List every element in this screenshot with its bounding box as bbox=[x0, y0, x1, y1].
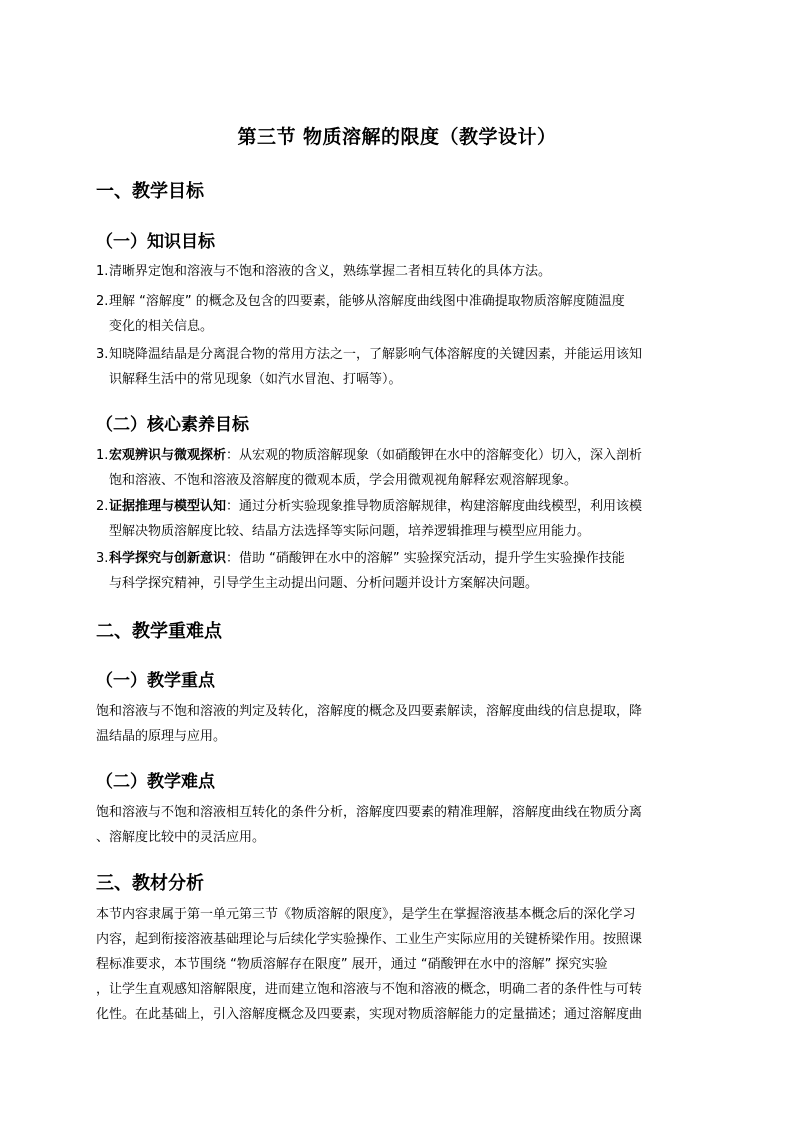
list-item bbox=[96, 494, 696, 544]
key-points-paragraph bbox=[96, 699, 696, 749]
document-title: 第三节 物质溶解的限度（教学设计） bbox=[237, 126, 557, 148]
list-item bbox=[96, 342, 696, 392]
subsection-heading-knowledge-goals: （一）知识目标 bbox=[96, 232, 215, 252]
list-item-text: ：通过分析实验现象推导物质溶解规律，构建溶解度曲线模型，利用该模 bbox=[226, 499, 643, 514]
list-item-text: 理解 “溶解度” 的概念及包含的四要素，能够从溶解度曲线图中准确提取物质溶解度随温度 bbox=[109, 294, 625, 309]
section-heading-textbook-analysis: 三、教材分析 bbox=[96, 873, 204, 894]
list-item-text: 型解决物质溶解度比较、结晶方法选择等实际问题，培养逻辑推理与模型应用能力。 bbox=[109, 524, 591, 539]
list-item-text: ：借助 “硝酸钾在水中的溶解” 实验探究活动，提升学生实验操作技能 bbox=[226, 551, 625, 566]
paragraph-line: 程标准要求，本节围绕 “物质溶解存在限度” 展开，通过 “硝酸钾在水中的溶解” 探究实验 bbox=[96, 957, 608, 972]
list-item-text: 与科学探究精神，引导学生主动提出问题、分析问题并设计方案解决问题。 bbox=[109, 576, 539, 591]
list-item-text: 饱和溶液、不饱和溶液及溶解度的微观本质，学会用微观视角解释宏观溶解现象。 bbox=[109, 473, 578, 488]
section-heading-key-difficult-points: 二、教学重难点 bbox=[96, 621, 222, 642]
list-number: 3. bbox=[96, 551, 109, 566]
paragraph-line: 饱和溶液与不饱和溶液的判定及转化，溶解度的概念及四要素解读，溶解度曲线的信息提取，降 bbox=[96, 704, 643, 719]
paragraph-line: 、溶解度比较中的灵活应用。 bbox=[96, 830, 266, 845]
list-item-label: 宏观辨识与微观探析 bbox=[109, 448, 227, 463]
list-number: 2. bbox=[96, 294, 109, 309]
textbook-analysis-paragraph bbox=[96, 902, 696, 1027]
paragraph-line: ，让学生直观感知溶解限度，进而建立饱和溶液与不饱和溶液的概念，明确二者的条件性与可转 bbox=[96, 982, 643, 997]
list-number: 2. bbox=[96, 499, 109, 514]
paragraph-line: 温结晶的原理与应用。 bbox=[96, 729, 227, 744]
list-item-text: 变化的相关信息。 bbox=[109, 319, 214, 334]
list-item-label: 证据推理与模型认知 bbox=[109, 499, 227, 514]
list-number: 1. bbox=[96, 448, 109, 463]
subsection-heading-core-literacy: （二）核心素养目标 bbox=[96, 415, 249, 435]
paragraph-line: 内容，起到衔接溶液基础理论与后续化学实验操作、工业生产实际应用的关键桥梁作用。按照课 bbox=[96, 932, 643, 947]
list-item bbox=[96, 443, 696, 493]
list-item bbox=[96, 546, 696, 596]
list-item-text: 清晰界定饱和溶液与不饱和溶液的含义，熟练掌握二者相互转化的具体方法。 bbox=[109, 264, 552, 279]
list-item-text: 识解释生活中的常见现象（如汽水冒泡、打嗝等）。 bbox=[109, 372, 402, 387]
list-item-text: ：从宏观的物质溶解现象（如硝酸钾在水中的溶解变化）切入，深入剖析 bbox=[226, 448, 643, 463]
paragraph-line: 本节内容隶属于第一单元第三节《物质溶解的限度》，是学生在掌握溶液基本概念后的深化学习 bbox=[96, 907, 636, 922]
list-item-label: 科学探究与创新意识 bbox=[109, 551, 227, 566]
difficult-points-paragraph bbox=[96, 800, 696, 850]
subsection-heading-key-points: （一）教学重点 bbox=[96, 671, 215, 691]
section-heading-teaching-goals: 一、教学目标 bbox=[96, 181, 204, 202]
list-item bbox=[96, 289, 696, 339]
subsection-heading-difficult-points: （二）教学难点 bbox=[96, 772, 215, 792]
list-item bbox=[96, 259, 696, 284]
paragraph-line: 饱和溶液与不饱和溶液相互转化的条件分析，溶解度四要素的精准理解，溶解度曲线在物质分离 bbox=[96, 805, 643, 820]
paragraph-line: 化性。在此基础上，引入溶解度概念及四要素，实现对物质溶解能力的定量描述；通过溶解度曲 bbox=[96, 1007, 643, 1022]
list-number: 1. bbox=[96, 264, 109, 279]
list-item-text: 知晓降温结晶是分离混合物的常用方法之一，了解影响气体溶解度的关键因素，并能运用该知 bbox=[109, 347, 643, 362]
list-number: 3. bbox=[96, 347, 109, 362]
